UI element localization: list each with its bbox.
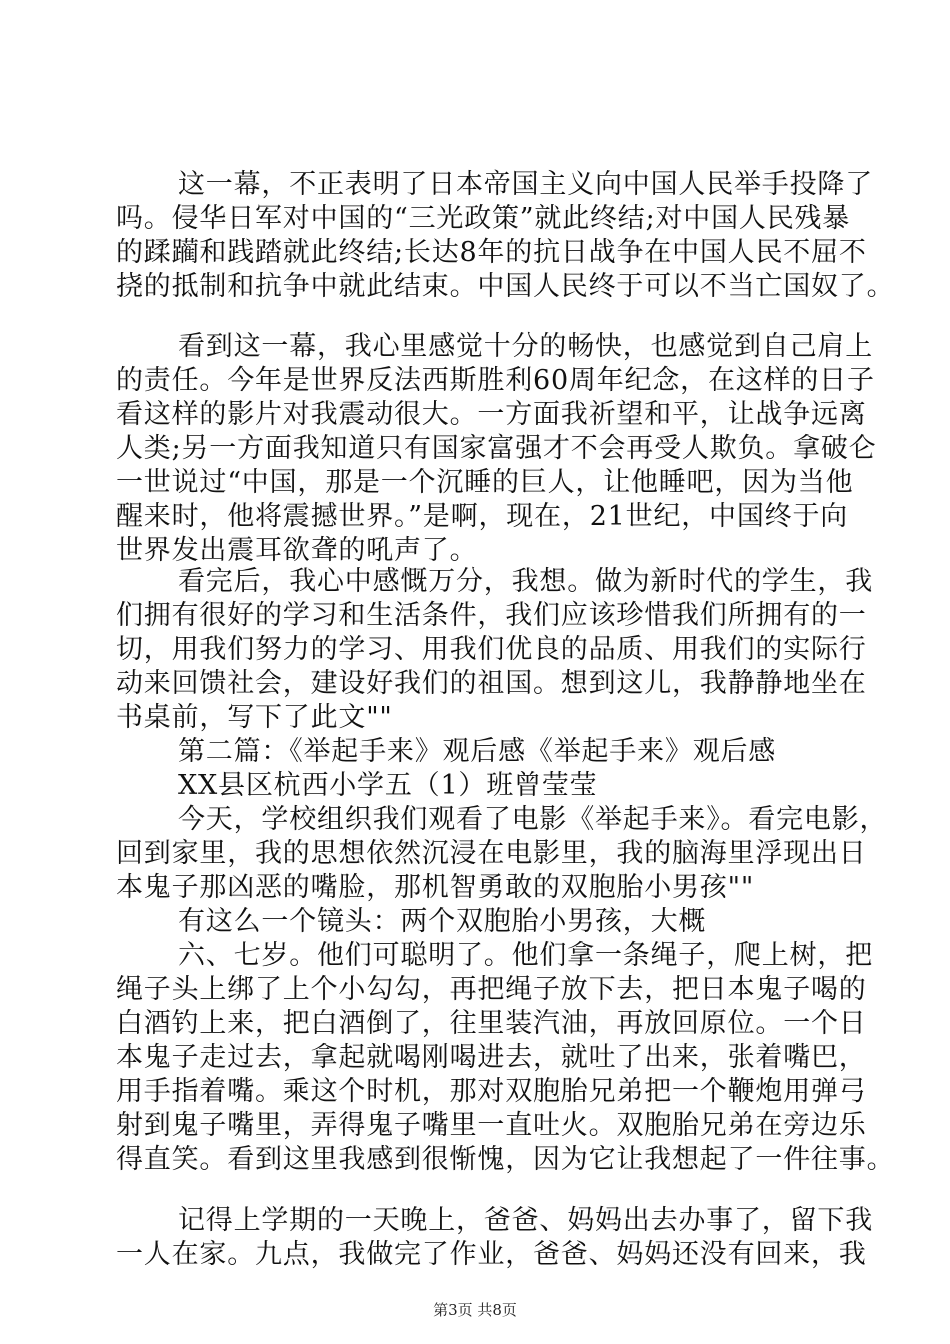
page-footer <box>0 1300 950 1320</box>
text-line: 绳子头上绑了上个小勾勾，再把绳子放下去，把日本鬼子喝的 <box>116 974 867 1005</box>
text-line: 动来回馈社会，建设好我们的祖国。想到这儿，我静静地坐在 <box>116 668 867 699</box>
text-line: 挠的抵制和抗争中就此结束。中国人民终于可以不当亡国奴了。 <box>116 271 895 302</box>
text-line: 这一幕，不正表明了日本帝国主义向中国人民举手投降了 <box>178 169 873 200</box>
text-line: 书桌前，写下了此文"" <box>116 702 393 733</box>
text-line: 有这么一个镜头：两个双胞胎小男孩，大概 <box>178 906 707 937</box>
text-line: 本鬼子那凶恶的嘴脸，那机智勇敢的双胞胎小男孩"" <box>116 872 755 903</box>
text-line: 六、七岁。他们可聪明了。他们拿一条绳子，爬上树，把 <box>178 940 873 971</box>
text-line: 的蹂躏和践踏就此终结;长达8年的抗日战争在中国人民不屈不 <box>116 237 867 268</box>
text-line: 用手指着嘴。乘这个时机，那对双胞胎兄弟把一个鞭炮用弹弓 <box>116 1076 867 1107</box>
text-line: 一世说过“中国，那是一个沉睡的巨人，让他睡吧，因为当他 <box>116 467 854 498</box>
text-line: 回到家里，我的思想依然沉浸在电影里，我的脑海里浮现出日 <box>116 838 867 869</box>
text-line: 切，用我们努力的学习、用我们优良的品质、用我们的实际行 <box>116 634 867 665</box>
text-line: 一人在家。九点，我做完了作业，爸爸、妈妈还没有回来，我 <box>116 1239 867 1270</box>
text-line: 世界发出震耳欲聋的吼声了。 <box>116 535 478 566</box>
text-line: 白酒钓上来，把白酒倒了，往里装汽油，再放回原位。一个日 <box>116 1008 867 1039</box>
text-line: 醒来时，他将震撼世界。”是啊，现在，21世纪，中国终于向 <box>116 501 849 532</box>
text-line: 射到鬼子嘴里，弄得鬼子嘴里一直吐火。双胞胎兄弟在旁边乐 <box>116 1110 867 1141</box>
page-number: 第3页 共8页 <box>433 1301 517 1319</box>
text-line: 看这样的影片对我震动很大。一方面我祈望和平，让战争远离 <box>116 399 867 430</box>
text-line: 得直笑。看到这里我感到很惭愧，因为它让我想起了一件往事。 <box>116 1144 895 1175</box>
text-line: 吗。侵华日军对中国的“三光政策”就此终结;对中国人民残暴 <box>116 203 851 234</box>
text-line: 记得上学期的一天晚上，爸爸、妈妈出去办事了，留下我 <box>178 1205 873 1236</box>
text-line: 看完后，我心中感慨万分，我想。做为新时代的学生，我 <box>178 566 873 597</box>
author-line: XX县区杭西小学五（1）班曾莹莹 <box>178 770 598 801</box>
text-line: 的责任。今年是世界反法西斯胜利60周年纪念，在这样的日子 <box>116 365 875 396</box>
text-line: 们拥有很好的学习和生活条件，我们应该珍惜我们所拥有的一 <box>116 600 867 631</box>
text-line: 人类;另一方面我知道只有国家富强才不会再受人欺负。拿破仑 <box>116 433 877 464</box>
text-line: 本鬼子走过去，拿起就喝刚喝进去，就吐了出来，张着嘴巴， <box>116 1042 867 1073</box>
text-line: 看到这一幕，我心里感觉十分的畅快，也感觉到自己肩上 <box>178 331 873 362</box>
text-line: 今天，学校组织我们观看了电影《举起手来》。看完电影， <box>178 804 888 835</box>
section-heading: 第二篇：《举起手来》观后感《举起手来》观后感 <box>178 736 777 767</box>
